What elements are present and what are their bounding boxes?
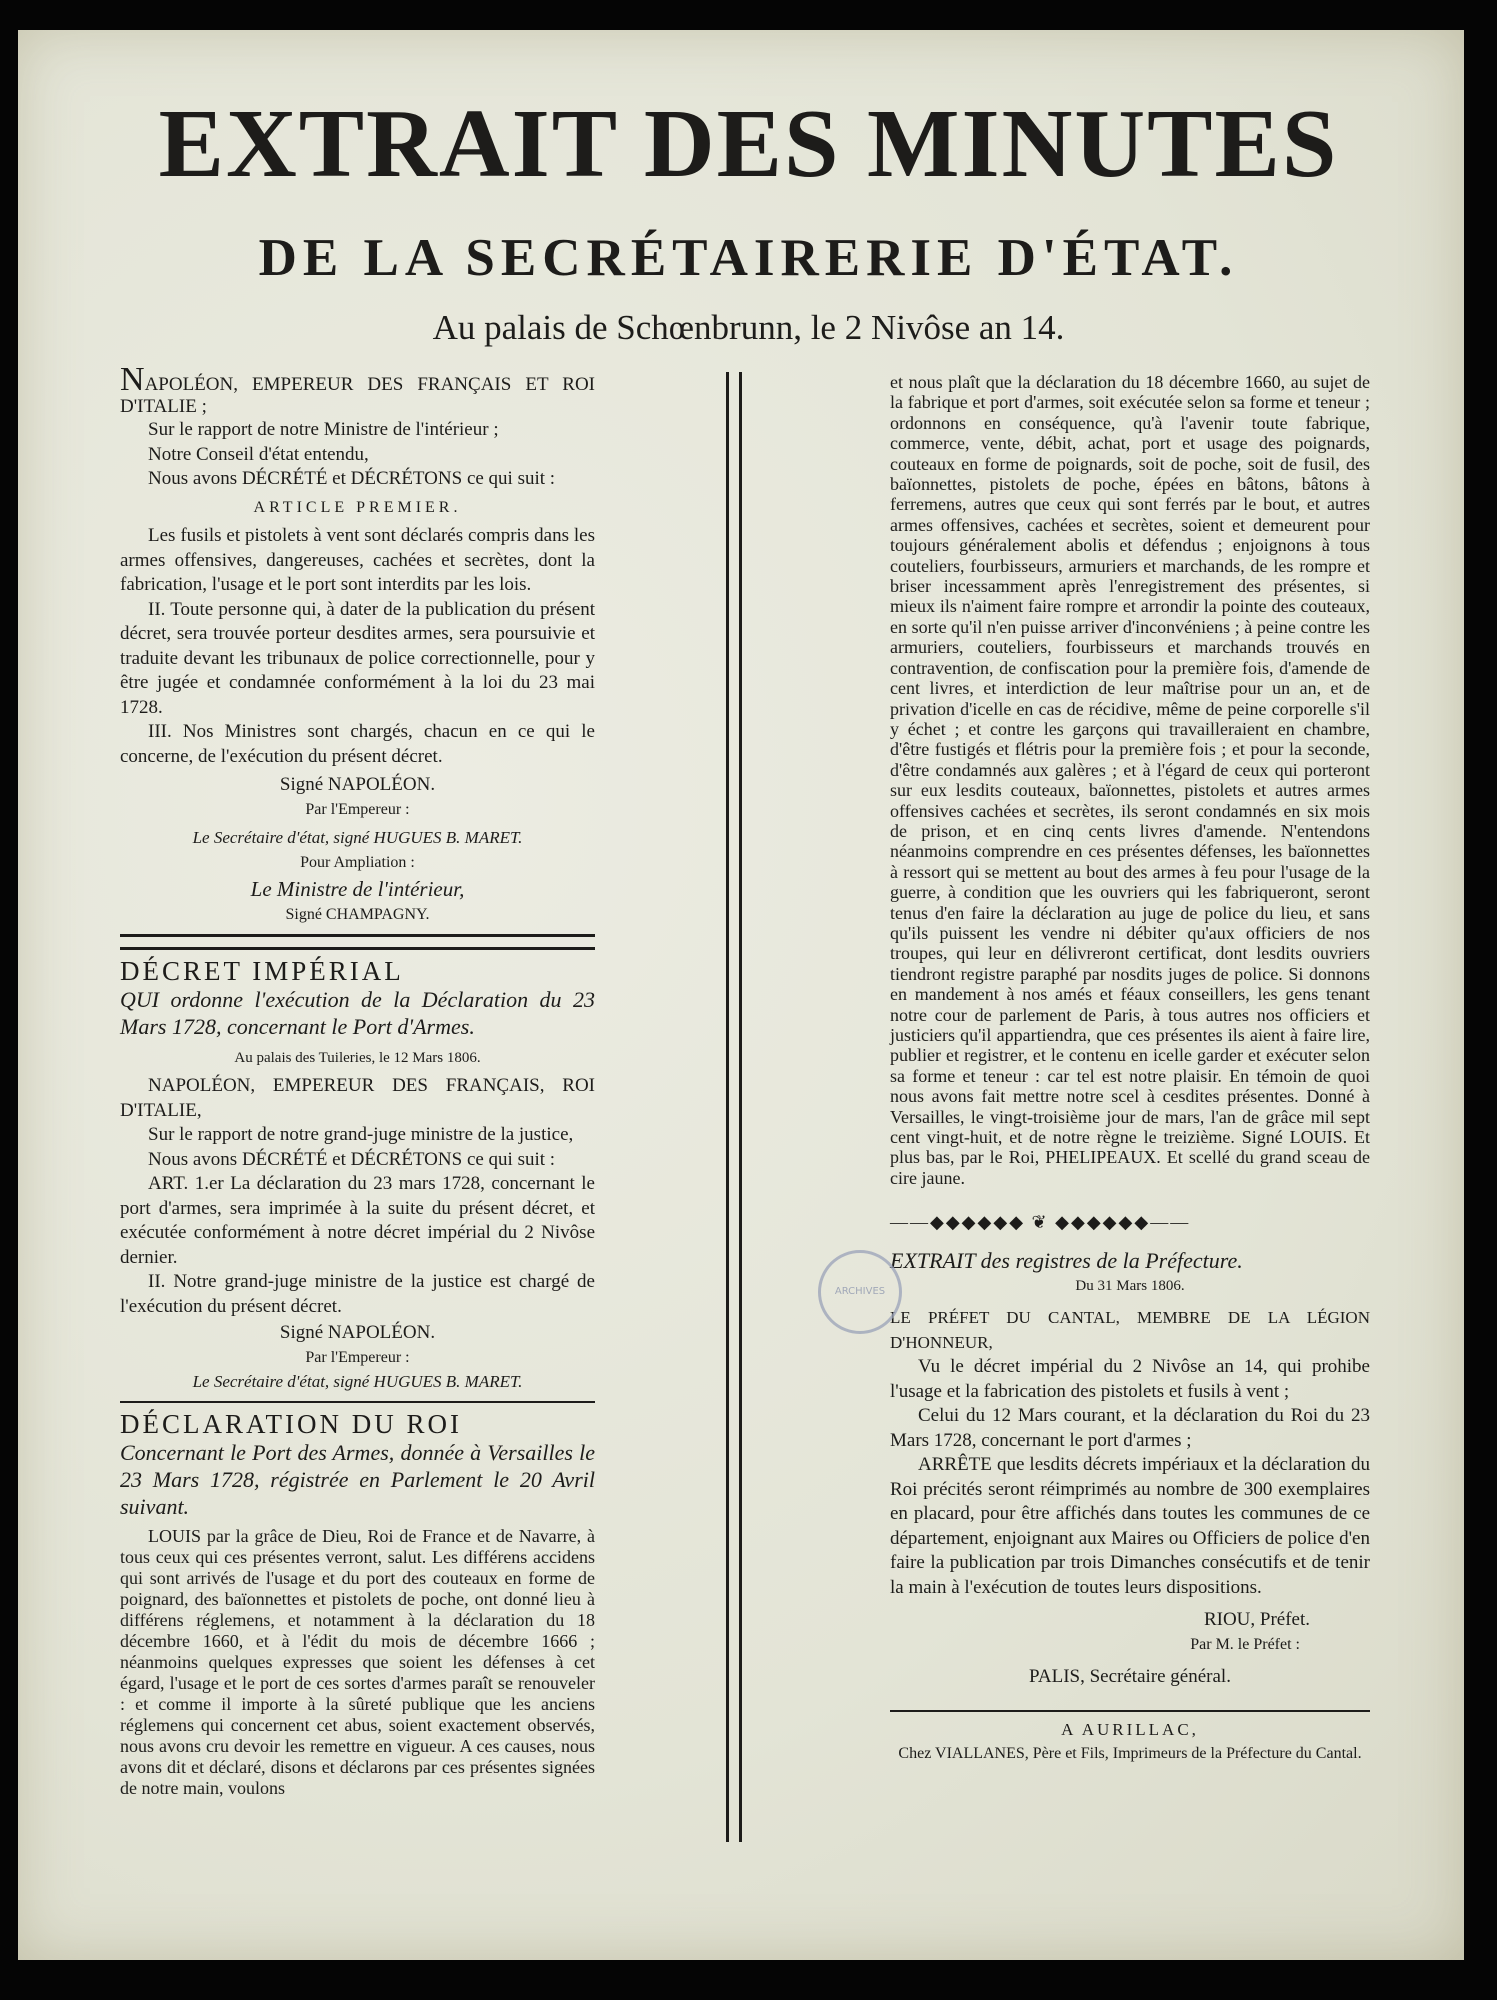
decree1-par: Par l'Empereur : <box>305 800 410 818</box>
prefect-signature: RIOU, Préfet. <box>1203 1609 1310 1631</box>
decree1-minister-signed: Signé CHAMPAGNY. <box>285 906 430 923</box>
left-column <box>120 361 595 1799</box>
decree2-article-2: II. Notre grand-juge ministre de la justice est chargé de l'exécution du présent décret. <box>120 1271 595 1317</box>
decree1-ampliation: Pour Ampliation : <box>300 853 415 871</box>
decree2-line3: Nous avons DÉCRÉTÉ et DÉCRÉTONS ce qui suit : <box>148 1148 556 1170</box>
decree1-line1: Sur le rapport de notre Ministre de l'intérieur ; <box>148 419 499 440</box>
decree1-opening <box>120 361 595 418</box>
decree1-article-3: III. Nos Ministres sont chargés, chacun en ce qui le concerne, de l'exécution du présent décret. <box>120 721 595 767</box>
decree2-article-1: ART. 1.er La déclaration du 23 mars 1728, concernant le port d'armes, sera imprimée à la suite du présent décret, et exécutée conformément à notre décret impérial du 2 Nivôse dernier. <box>120 1173 595 1268</box>
declaration-body-right: et nous plaît que la déclaration du 18 décembre 1660, au sujet de la fabrique et port d'armes, soit exécutée selon sa forme et teneur ; ordonnons en conséquence, qu'à l'avenir toute fabrique, commerce, vente, débit, achat, port et usage des poignards, couteaux en forme de poignards, soit de poche, soit de fusil, des baïonnettes, pistolets de poche, épées en bâtons, bâtons à ferremens, autres que ceux qui sont ferrés par le bout, et autres armes offensives, cachées et secrètes, soient et demeurent pour toujours généralement abolis et défendus ; enjoignons à tous couteliers, fourbisseurs, armuriers et marchands, de les rompre et briser incessamment après l'enregistrement des présentes, si mieux ils n'aiment faire rompre et arrondir la pointe des couteaux, en sorte qu'il n'en puisse arriver d'inconvéniens ; à peine contre les armuriers, couteliers, fourbisseurs et marchands trouvés en contravention, de confiscation pour la première fois, d'amende de cent livres, et interdiction de leur maîtrise pour un an, et de privation d'icelle en cas de récidive, même de peine corporelle s'il y échet ; et contre les garçons qui travailleraient en chambre, d'être fustigés et flétris pour la première fois ; et pour la seconde, d'être condamnés aux galères ; et à l'égard de ceux qui porteront sur eux lesdits couteaux, baïonnettes, pistolets et autres armes offensives cachées et secrètes, ils seront condamnés en six mois de prison, et en cinq cents livres d'amende. N'entendons néanmoins comprendre en ces présentes défenses, les baïonnettes à ressort qui se mettent au bout des armes à feu pour l'usage de la guerre, à condition que les ouvriers qui les fabriqueront, seront tenus d'en faire la déclaration au juge de police du lieu, et sans qu'ils puissent les vendre ni débiter qu'aux officiers de nos troupes, qui leur en délivreront certificat, dont lesdits ouvriers tiendront registre paraphé par nosdits juges de police. Si donnons en mandement à nos amés et féaux conseillers, les gens tenant notre cour de parlement de Paris, à tous autres nos officiers et justiciers qu'il appartiendra, que ces présentes ils aient à faire lire, publier et registrer, et le contenu en icelle garder et exécuter selon sa forme et teneur : car tel est notre plaisir. En témoin de quoi nous avons fait mettre notre scel à cesdites présentes. Donné à Versailles, le vingt-troisième jour de mars, l'an de grâce mil sept cent vingt-huit, et de notre règne le treizième. Signé LOUIS. Et plus bas, par le Roi, PHELIPEAUX. Et scellé du grand sceau de cire jaune. <box>890 372 1370 1188</box>
declaration-subheading: Concernant le Port des Armes, donnée à Versailles le 23 Mars 1728, régistrée en Parlement le 20 Avril suivant. <box>120 1439 595 1519</box>
decree1-secretary: Le Secrétaire d'état, signé HUGUES B. MARET. <box>192 828 523 847</box>
decree1-line3: Nous avons DÉCRÉTÉ et DÉCRÉTONS ce qui suit : <box>148 468 556 489</box>
page-subtitle: DE LA SECRÉTAIRERIE D'ÉTAT. <box>258 229 1239 287</box>
prefecture-opening: LE PRÉFET DU CANTAL, MEMBRE DE LA LÉGION D'HONNEUR, <box>890 1308 1370 1352</box>
decree2-secretary: Le Secrétaire d'état, signé HUGUES B. MARET. <box>192 1372 523 1391</box>
declaration-heading: DÉCLARATION DU ROI <box>120 1408 462 1439</box>
article-heading: ARTICLE PREMIER. <box>253 498 462 516</box>
prefecture-p2: Celui du 12 Mars courant, et la déclaration du Roi du 23 Mars 1728, concernant le port d'armes ; <box>890 1405 1370 1451</box>
archive-stamp: ARCHIVES <box>818 1250 902 1334</box>
decree1-minister: Le Ministre de l'intérieur, <box>250 877 465 901</box>
decree2-line1: NAPOLÉON, EMPEREUR DES FRANÇAIS, ROI D'ITALIE, <box>120 1075 595 1121</box>
prefecture-p3: ARRÊTE que lesdits décrets impériaux et la déclaration du Roi précités seront réimprimés au nombre de 300 exemplaires en placard, pour être affichés dans toutes les communes de ce département, enjoignant aux Maires ou Officiers de police d'en faire la publication par trois Dimanches consécutifs et de tenir la main à l'exécution de toutes leurs dispositions. <box>890 1454 1370 1598</box>
imprint-printer: Chez VIALLANES, Père et Fils, Imprimeurs de la Préfecture du Cantal. <box>898 1745 1362 1763</box>
rule <box>890 1710 1370 1712</box>
column-divider <box>726 372 742 1842</box>
decree1-line2: Notre Conseil d'état entendu, <box>148 443 369 465</box>
ornament-rule: ——◆◆◆◆◆◆ ❦ ◆◆◆◆◆◆—— <box>890 1212 1191 1233</box>
imprint-city: A AURILLAC, <box>1061 1719 1199 1739</box>
decree2-line2: Sur le rapport de notre grand-juge ministre de la justice, <box>148 1124 574 1145</box>
prefecture-secretary: PALIS, Secrétaire général. <box>1029 1666 1231 1688</box>
decree1-article-2: II. Toute personne qui, à dater de la publication du présent décret, sera trouvée porteur desdites armes, sera poursuivie et traduite devant les tribunaux de police correctionnelle, pour y être jugée et condamnée conformément à la loi du 23 mai 1728. <box>120 598 595 718</box>
right-column <box>890 372 1370 1767</box>
prefecture-date: Du 31 Mars 1806. <box>1075 1277 1185 1294</box>
decree2-subheading: QUI ordonne l'exécution de la Déclaration du 23 Mars 1728, concernant le Port d'Armes. <box>120 986 595 1039</box>
prefecture-p1: Vu le décret impérial du 2 Nivôse an 14, qui prohibe l'usage et la fabrication des pistolets et fusils à vent ; <box>890 1356 1370 1402</box>
declaration-body-left: LOUIS par la grâce de Dieu, Roi de France et de Navarre, à tous ceux qui ces présentes verront, salut. Les différens accidens qui sont arrivés de l'usage et du port des couteaux en forme de poignard, des baïonnettes et pistolets de poche, ont donné lieu à différens réglemens, et notamment à la déclaration du 18 décembre 1660, et à l'édit du mois de décembre 1666 ; néanmoins quelques expresses que soient les défenses à cet égard, l'usage et le port de ces sortes d'armes paraît se renouveler : et comme il importe à la sûreté publique que les anciens réglemens qui concernent cet abus, soient exactement observés, nous avons cru devoir les remettre en vigueur. A ces causes, nous avons dit et déclaré, disons et déclarons par ces présentes signées de notre main, voulons <box>120 1525 595 1798</box>
prefecture-par: Par M. le Préfet : <box>1190 1635 1300 1653</box>
decree2-heading: DÉCRET IMPÉRIAL <box>120 955 404 986</box>
prefecture-heading: EXTRAIT des registres de la Préfecture. <box>890 1247 1243 1273</box>
decree2-par: Par l'Empereur : <box>305 1348 410 1366</box>
decree1-signature: Signé NAPOLÉON. <box>279 774 436 795</box>
decree2-signature: Signé NAPOLÉON. <box>279 1322 436 1343</box>
dateline: Au palais de Schœnbrunn, le 2 Nivôse an 14. <box>432 308 1065 347</box>
page-title: EXTRAIT DES MINUTES <box>158 90 1339 198</box>
rule <box>120 1401 595 1403</box>
drop-cap: N <box>120 361 145 398</box>
double-rule <box>120 934 595 950</box>
decree2-dateline: Au palais des Tuileries, le 12 Mars 1806. <box>234 1049 481 1066</box>
decree1-article-1: Les fusils et pistolets à vent sont déclarés compris dans les armes offensives, dangereuses, cachées et secrètes, dont la fabrication, l'usage et le port sont interdits par les lois. <box>120 525 595 595</box>
decree1-opening-text: APOLÉON, EMPEREUR DES FRANÇAIS ET ROI D'ITALIE ; <box>120 374 595 417</box>
